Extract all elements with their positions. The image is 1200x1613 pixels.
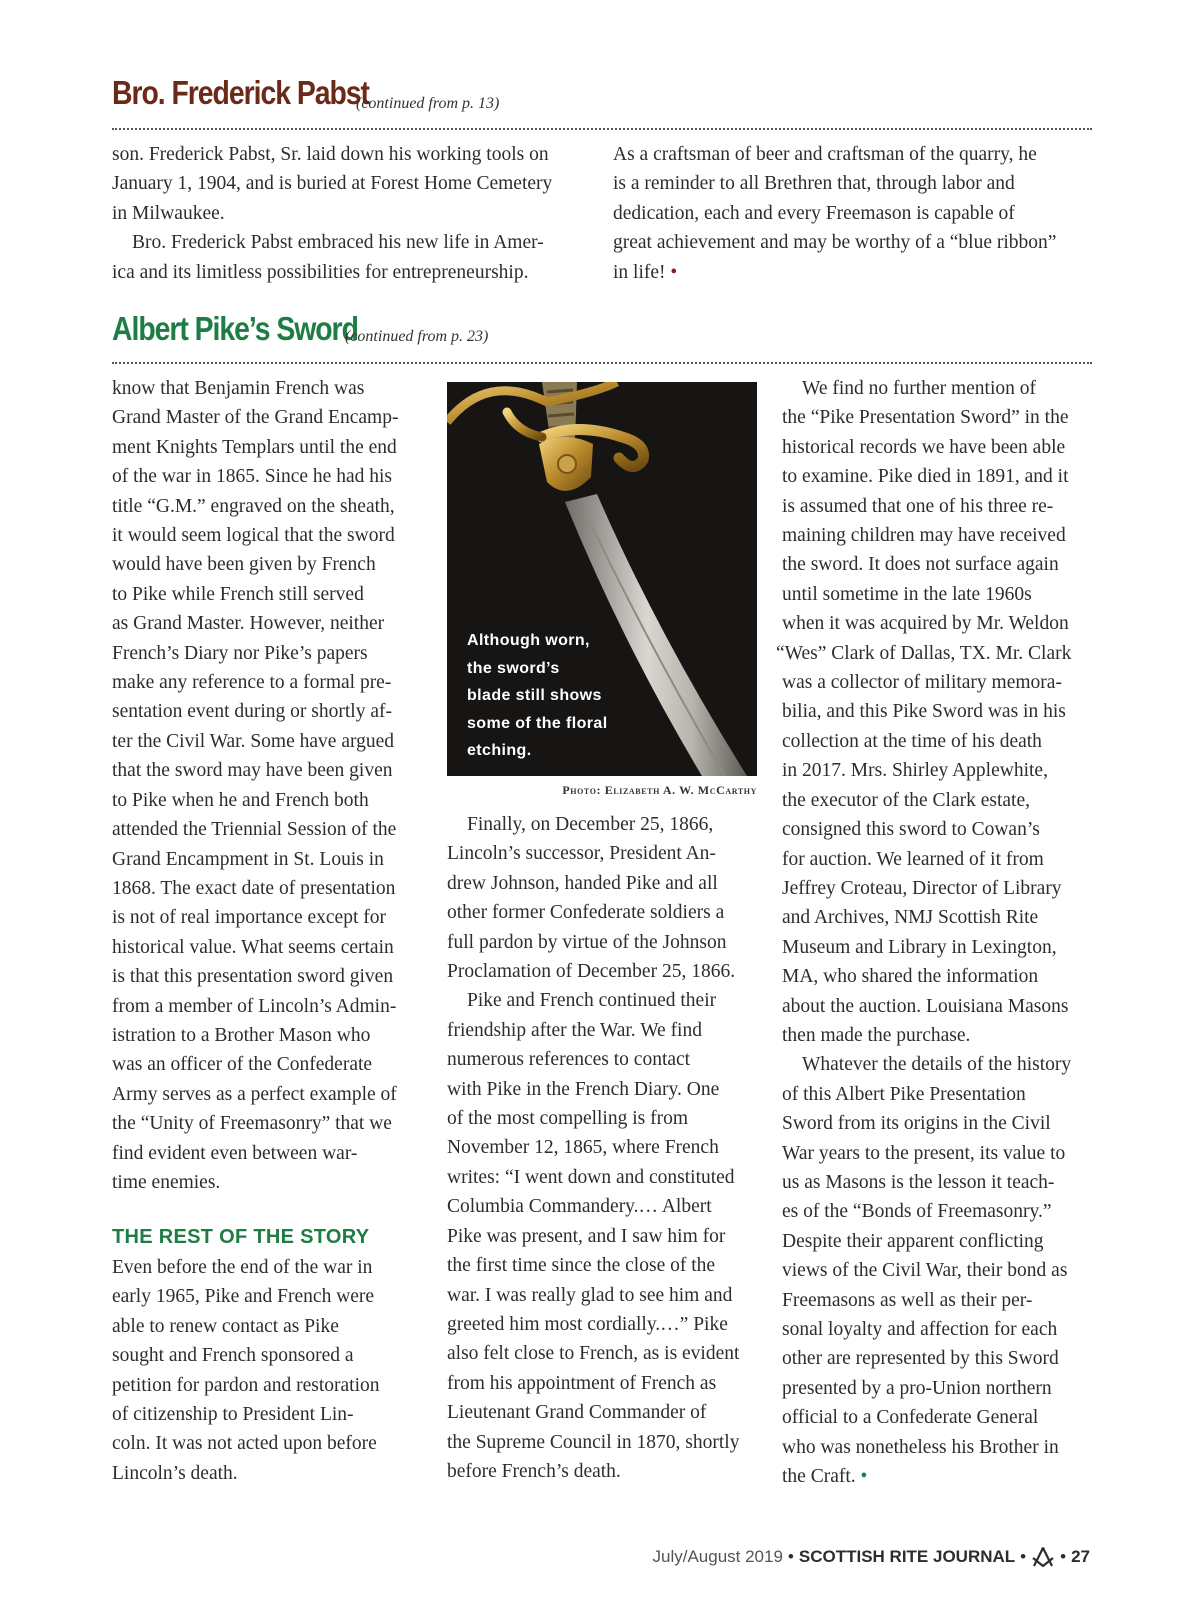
- caption-line: etching.: [467, 742, 532, 759]
- text-line: sought and French sponsored a: [112, 1345, 354, 1367]
- text-line: as Grand Master. However, neither: [112, 613, 385, 635]
- text-line: and Archives, NMJ Scottish Rite: [782, 907, 1039, 929]
- text-line: ter the Civil War. Some have argued: [112, 730, 395, 752]
- text-line: us as Masons is the lesson it teach-: [782, 1171, 1055, 1193]
- pabst-divider: [112, 128, 1092, 130]
- pabst-heading: [112, 74, 1092, 112]
- pike-column-2: [447, 810, 739, 1486]
- text-line: Lincoln’s death.: [112, 1462, 238, 1484]
- text-line: of citizenship to President Lin-: [112, 1404, 354, 1426]
- text-line: official to a Confederate General: [782, 1407, 1039, 1429]
- text-line: Lieutenant Grand Commander of: [447, 1402, 707, 1424]
- pabst-continued-note: (continued from p. 13): [356, 95, 500, 112]
- text-line: Pike was present, and I saw him for: [447, 1225, 726, 1247]
- text-line-content: in life!: [613, 261, 666, 283]
- pike-divider: [112, 362, 1092, 364]
- text-line: of this Albert Pike Presentation: [782, 1083, 1026, 1105]
- text-line: As a craftsman of beer and craftsman of the quarry, he: [613, 144, 1037, 165]
- text-line: the sword. It does not surface again: [782, 554, 1059, 576]
- text-line: title “G.M.” engraved on the sheath,: [112, 495, 395, 517]
- text-line: Freemasons as well as their per-: [782, 1289, 1033, 1311]
- pabst-column-1: [112, 140, 552, 287]
- sword-photo: [447, 382, 757, 776]
- caption-line: some of the floral: [467, 714, 608, 732]
- text-line: ica and its limitless possibilities for entrepreneurship.: [112, 261, 529, 283]
- text-line: historical records we have been able: [782, 436, 1066, 458]
- text-line: Sword from its origins in the Civil: [782, 1113, 1051, 1135]
- text-line: 1868. The exact date of presentation: [112, 877, 396, 899]
- text-line: when it was acquired by Mr. Weldon: [782, 613, 1069, 635]
- text-line: from a member of Lincoln’s Admin-: [112, 995, 397, 1017]
- text-line: French’s Diary nor Pike’s papers: [112, 642, 368, 664]
- text-line: collection at the time of his death: [782, 730, 1042, 752]
- text-line: full pardon by virtue of the Johnson: [447, 931, 727, 953]
- text-line: Columbia Commandery.… Albert: [447, 1196, 712, 1218]
- text-line: bilia, and this Pike Sword was in his: [782, 701, 1066, 723]
- end-bullet: •: [860, 1466, 868, 1488]
- text-line: early 1965, Pike and French were: [112, 1286, 375, 1308]
- page-number: 27: [1071, 1547, 1090, 1566]
- text-line: Grand Master of the Grand Encamp-: [112, 407, 399, 429]
- text-line-content: the Craft.: [782, 1466, 856, 1488]
- text-line: would have been given by French: [112, 554, 376, 576]
- text-line: is not of real importance except for: [112, 907, 386, 929]
- text-line: is that this presentation sword given: [112, 966, 394, 988]
- text-line: to examine. Pike died in 1891, and it: [782, 466, 1069, 488]
- end-bullet: •: [670, 261, 678, 283]
- text-line: Even before the end of the war in: [112, 1257, 373, 1278]
- text-line: before French’s death.: [447, 1460, 621, 1482]
- text-line: the first time since the close of the: [447, 1255, 716, 1277]
- pabst-column-2: [613, 140, 1056, 287]
- text-line: petition for pardon and restoration: [112, 1374, 380, 1396]
- text-line: [613, 258, 1056, 287]
- text-line: [782, 1462, 1071, 1491]
- text-line: great achievement and may be worthy of a “blue ribbon”: [613, 232, 1057, 254]
- text-line: to Pike while French still served: [112, 583, 364, 605]
- text-line: war. I was really glad to see him and: [447, 1284, 733, 1306]
- text-line: in Milwaukee.: [112, 202, 225, 224]
- footer-issue: July/August 2019: [652, 1547, 783, 1566]
- text-line: was a collector of military memora-: [782, 672, 1062, 694]
- text-line: able to renew contact as Pike: [112, 1315, 339, 1337]
- text-line: views of the Civil War, their bond as: [782, 1260, 1068, 1282]
- text-line: time enemies.: [112, 1171, 221, 1193]
- text-line: the “Unity of Freemasonry” that we: [112, 1113, 392, 1135]
- text-line: dedication, each and every Freemason is capable of: [613, 202, 1015, 224]
- caption-line: blade still shows: [467, 687, 602, 704]
- text-line: historical value. What seems certain: [112, 936, 394, 958]
- text-line: the “Pike Presentation Sword” in the: [782, 407, 1069, 429]
- text-line: of the most compelling is from: [447, 1108, 689, 1130]
- footer-separator: •: [1060, 1547, 1067, 1566]
- text-line: MA, who shared the information: [782, 966, 1039, 988]
- text-line: greeted him most cordially.…” Pike: [447, 1313, 728, 1335]
- text-line: who was nonetheless his Brother in: [782, 1436, 1059, 1458]
- text-line: of the war in 1865. Since he had his: [112, 466, 392, 488]
- text-line: Finally, on December 25, 1866,: [467, 814, 714, 835]
- pike-column-1: [112, 374, 398, 1197]
- square-and-compass-icon: [1031, 1547, 1055, 1567]
- text-line: Lincoln’s successor, President An-: [447, 843, 716, 865]
- text-line: to Pike when he and French both: [112, 789, 369, 811]
- text-line: Pike and French continued their: [467, 990, 717, 1012]
- text-line: sentation event during or shortly af-: [112, 701, 392, 723]
- text-line: is a reminder to all Brethren that, through labor and: [613, 173, 1015, 195]
- pike-continued-note: (continued from p. 23): [345, 328, 489, 345]
- text-line: numerous references to contact: [447, 1049, 691, 1071]
- text-line: about the auction. Louisiana Masons: [782, 995, 1069, 1017]
- text-line: it would seem logical that the sword: [112, 525, 395, 547]
- text-line: with Pike in the French Diary. One: [447, 1078, 720, 1100]
- text-line: “Wes” Clark of Dallas, TX. Mr. Clark: [776, 642, 1072, 664]
- text-line: es of the “Bonds of Freemasonry.”: [782, 1201, 1052, 1223]
- text-line: Jeffrey Croteau, Director of Library: [782, 877, 1062, 899]
- text-line: ment Knights Templars until the end: [112, 436, 397, 458]
- text-line: the Supreme Council in 1870, shortly: [447, 1431, 740, 1453]
- text-line: We find no further mention of: [802, 378, 1036, 399]
- text-line: coln. It was not acted upon before: [112, 1433, 377, 1455]
- text-line: Whatever the details of the history: [802, 1054, 1072, 1076]
- subhead-rest-of-story: THE REST OF THE STORY: [112, 1226, 370, 1248]
- text-line: from his appointment of French as: [447, 1372, 717, 1394]
- text-line: until sometime in the late 1960s: [782, 583, 1032, 605]
- text-line: Proclamation of December 25, 1866.: [447, 961, 736, 983]
- text-line: also felt close to French, as is evident: [447, 1343, 740, 1365]
- footer-separator: •: [787, 1547, 794, 1566]
- text-line: other former Confederate soldiers a: [447, 902, 725, 924]
- text-line: for auction. We learned of it from: [782, 848, 1044, 870]
- text-line: consigned this sword to Cowan’s: [782, 819, 1040, 841]
- text-line: know that Benjamin French was: [112, 378, 365, 399]
- photo-credit: Photo: Elizabeth A. W. McCarthy: [562, 783, 757, 797]
- text-line: Army serves as a perfect example of: [112, 1083, 397, 1105]
- text-line: friendship after the War. We find: [447, 1019, 702, 1041]
- pike-title: Albert Pike’s Sword: [112, 310, 358, 347]
- pike-column-1-continued: [112, 1253, 380, 1488]
- caption-line: the sword’s: [467, 659, 560, 677]
- text-line: Despite their apparent conflicting: [782, 1230, 1044, 1252]
- photo-caption: [467, 627, 608, 765]
- text-line: November 12, 1865, where French: [447, 1137, 719, 1159]
- text-line: is assumed that one of his three re-: [782, 495, 1054, 517]
- text-line: was an officer of the Confederate: [112, 1054, 373, 1076]
- text-line: Grand Encampment in St. Louis in: [112, 848, 384, 870]
- pike-heading: [112, 310, 1092, 348]
- page-footer: [653, 1547, 1091, 1567]
- footer-journal-name: SCOTTISH RITE JOURNAL: [798, 1547, 1016, 1566]
- text-line: the executor of the Clark estate,: [782, 789, 1030, 811]
- text-line: make any reference to a formal pre-: [112, 672, 392, 694]
- text-line: drew Johnson, handed Pike and all: [447, 872, 718, 894]
- text-line: find evident even between war-: [112, 1142, 358, 1164]
- text-line: January 1, 1904, and is buried at Forest Home Cemetery: [112, 173, 553, 195]
- footer-separator: •: [1020, 1547, 1027, 1566]
- text-line: istration to a Brother Mason who: [112, 1024, 371, 1046]
- caption-line: Although worn,: [467, 632, 590, 649]
- pike-column-3: [776, 374, 1072, 1491]
- text-line: maining children may have received: [782, 525, 1066, 547]
- text-line: son. Frederick Pabst, Sr. laid down his working tools on: [112, 144, 549, 165]
- text-line: in 2017. Mrs. Shirley Applewhite,: [782, 760, 1048, 782]
- text-line: attended the Triennial Session of the: [112, 819, 397, 841]
- text-line: presented by a pro-Union northern: [782, 1377, 1052, 1399]
- text-line: other are represented by this Sword: [782, 1348, 1059, 1370]
- pabst-title: Bro. Frederick Pabst: [112, 74, 369, 111]
- text-line: then made the purchase.: [782, 1024, 971, 1046]
- text-line: Bro. Frederick Pabst embraced his new life in Amer-: [132, 232, 544, 254]
- text-line: Museum and Library in Lexington,: [782, 936, 1057, 958]
- text-line: sonal loyalty and affection for each: [782, 1319, 1058, 1340]
- text-line: War years to the present, its value to: [782, 1142, 1066, 1164]
- text-line: writes: “I went down and constituted: [447, 1166, 735, 1188]
- text-line: that the sword may have been given: [112, 760, 393, 782]
